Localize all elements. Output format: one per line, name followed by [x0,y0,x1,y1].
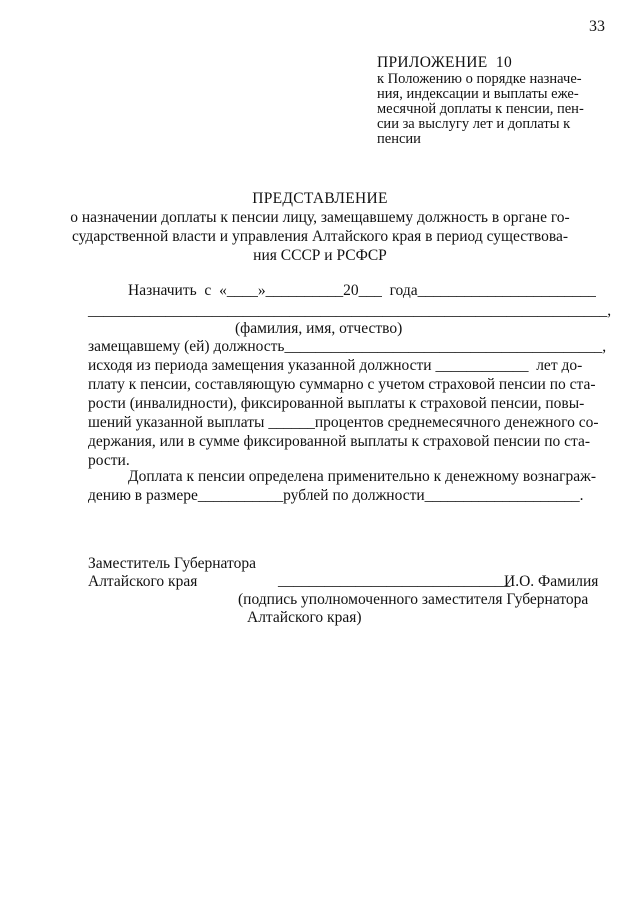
signature-caption: (подпись уполномоченного заместителя Губернатора [238,591,589,608]
fio-caption: (фамилия, имя, отчество) [235,320,403,337]
body-text-line: рости (инвалидности), фиксированной выплаты к страховой пенсии, повы- [88,395,585,412]
name-blank-line: ___________________________________________________________________, [88,302,612,319]
page-number: 33 [589,18,605,35]
appendix-line: месячной доплаты к пенсии, пен- [377,101,584,117]
body-text-line: плату к пенсии, составляющую суммарно с учетом страховой пенсии по ста- [88,376,596,393]
signature-caption: Алтайского края) [247,609,362,626]
position-line: замещавшему (ей) должность_________________________________________, [88,338,607,355]
appendix-line: ния, индексации и выплаты еже- [377,86,579,102]
appendix-line: к Положению о порядке назначе- [377,71,582,87]
signer-position: Заместитель Губернатора [88,555,256,572]
document-title: ПРЕДСТАВЛЕНИЕ [252,190,388,207]
amount-line: дению в размере___________рублей по должности____________________. [88,487,584,504]
body-text-line: рости. [88,452,130,469]
body-text-line: исходя из периода замещения указанной должности ____________ лет до- [88,357,583,374]
body-text-line: держания, или в сумме фиксированной выплаты к страховой пенсии по ста- [88,433,591,450]
document-subtitle-line: о назначении доплаты к пенсии лицу, замещавшему должность в органе го- [70,209,570,226]
body-text-line: Доплата к пенсии определена применительно к денежному вознаграж- [128,468,597,485]
appendix-line: сии за выслугу лет и доплаты к [377,116,571,132]
body-text-line: шений указанной выплаты ______процентов среднемесячного денежного со- [88,414,599,431]
signer-position: Алтайского края [88,573,198,590]
appendix-title: ПРИЛОЖЕНИЕ 10 [377,54,512,71]
signer-name: И.О. Фамилия [504,573,599,590]
document-subtitle-line: ния СССР и РСФСР [253,247,387,264]
signature-line: ______________________________ [278,572,511,589]
assign-line: Назначить с «____»__________20___ года_______________________ [128,282,596,299]
appendix-line: пенсии [377,131,421,147]
document-subtitle-line: сударственной власти и управления Алтайского края в период существова- [71,228,569,245]
